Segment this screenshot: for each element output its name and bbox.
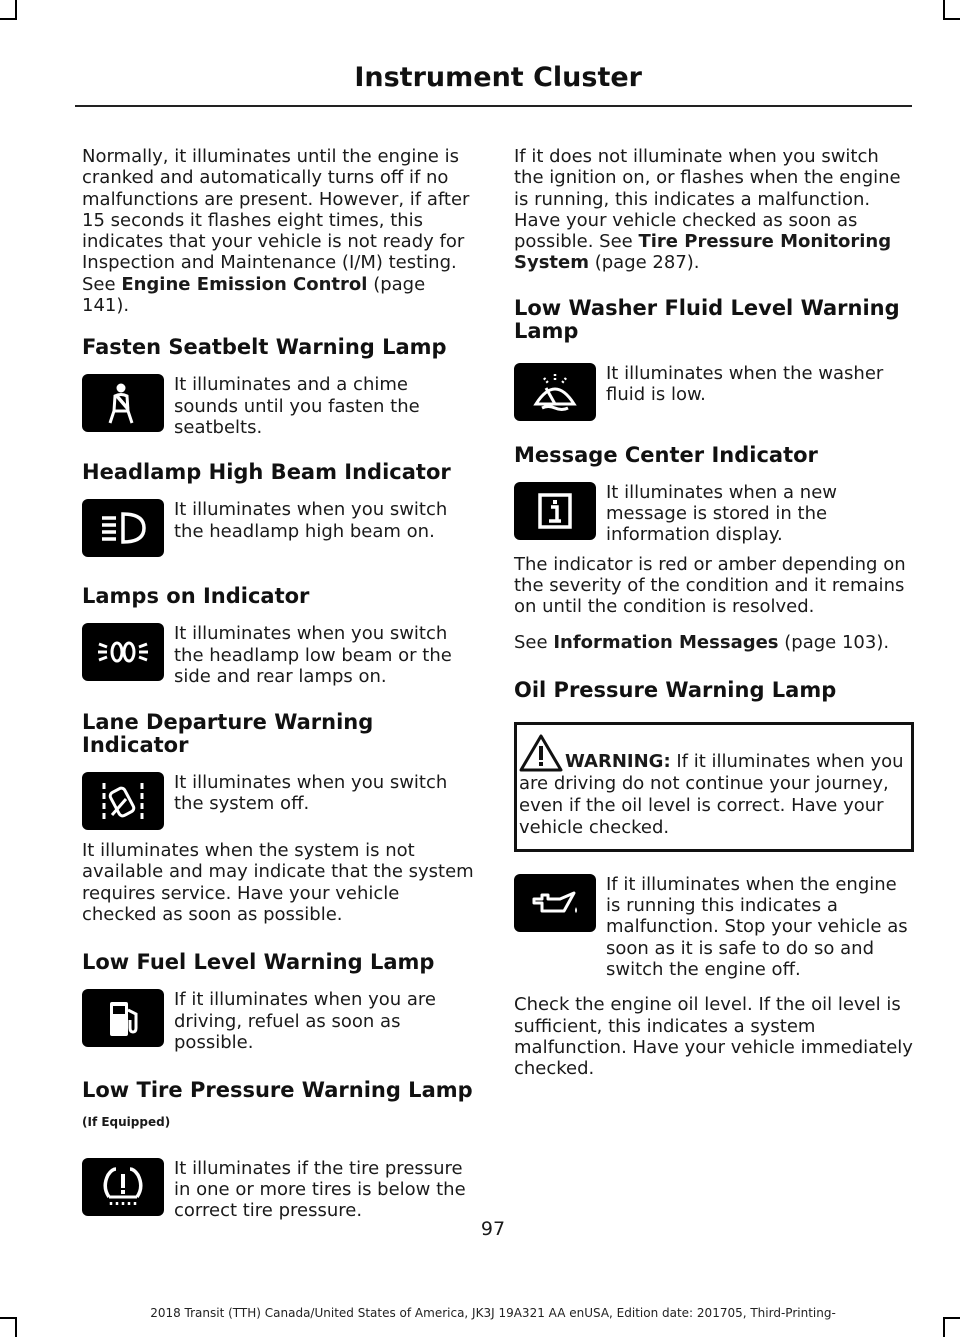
- tire-pressure-icon: [82, 1158, 164, 1216]
- warning-label: WARNING:: [565, 750, 671, 772]
- information-icon: [514, 482, 596, 540]
- crop-mark: [15, 0, 17, 20]
- seatbelt-icon: [82, 374, 164, 432]
- section-heading: Fasten Seatbelt Warning Lamp: [82, 335, 447, 360]
- intro-paragraph: Normally, it illuminates until the engine is cranked and automatically turns off if no malfunctions are present. However, if after 15 seconds it flashes eight times, this indicates that your vehicle is not ready for Inspection and Maintenance (I/M) testing. See Engine Emission Control (page 141).: [82, 146, 470, 317]
- crop-mark: [0, 18, 17, 20]
- high-beam-icon: [82, 499, 164, 557]
- if-equipped-note: (If Equipped): [82, 1115, 171, 1130]
- section-heading: Low Washer Fluid Level Warning Lamp: [514, 295, 900, 343]
- footer-text: 2018 Transit (TTH) Canada/United States of America, JK3J 19A321 AA enUSA, Edition date: 201705, Third-Printing-: [150, 1306, 836, 1320]
- section-heading: Low Fuel Level Warning Lamp: [82, 950, 435, 975]
- page-number: 97: [480, 1218, 506, 1240]
- washer-fluid-icon: [514, 363, 596, 421]
- left-column: Normally, it illuminates until the engine is cranked and automatically turns off if no malfunctions are present. However, if after 15 seconds it flashes eight times, this indicates that your vehicle is not ready for Inspection and Maintenance (I/M) testing. See Engine Emission Control (page 141). Fasten Seatbelt Warning Lamp It illuminates and a chime sounds until you fasten the seatbelts. Headlamp High Beam Indicator It illuminates when you switch the headlamp high beam on. Lamps on Indicator It illuminates when you switch the headlamp low beam or the side and rear lamps on. Lane Departure Warning Indicator It illuminates when you switch the system off. It illuminates when the system is not available and may indicate that the system requires service. Have your vehicle checked as soon as possible. Low Fuel Level Warning Lamp If it illuminates when you are driving, refuel as soon as possible. Low Tire Pressure Warning Lamp (If Equipped) It illuminates if the tire pressure in one or more tires is below the correct tire pressure.: [82, 146, 477, 1221]
- header-divider: [75, 105, 912, 107]
- right-column: If it does not illuminate when you switch the ignition on, or flashes when the engine is running, this indicates a malfunction. Have your vehicle checked as soon as possible. See Tire Pressure Monitoring System (page 287). Low Washer Fluid Level Warning Lamp It illuminates when the washer fluid is low. Message Center Indicator It illuminates when a new message is stored in the information display. The indicator is red or amber depending on the severity of the condition and it remains on until the condition is resolved. See Information Messages (page 103). Oil Pressure Warning Lamp WARNING: If it illuminates when you are driving do not continue your journey, even if the oil level is correct. Have your vehicle checked. If it illuminates when the engine is running this indicates a malfunction. Stop your vehicle as soon as it is safe to do so and switch the engine off. Check the engine oil level. If the oil level is sufficient, this indicates a system malfunction. Have your vehicle immediately checked.: [514, 146, 913, 1080]
- cross-reference-link[interactable]: Tire Pressure Monitoring System: [514, 231, 892, 274]
- section-heading: Lamps on Indicator: [82, 584, 310, 609]
- section-heading: Message Center Indicator: [514, 442, 818, 467]
- oil-can-icon: [514, 874, 596, 932]
- warning-triangle-icon: [519, 733, 563, 773]
- page-title: Instrument Cluster: [354, 62, 642, 93]
- fuel-pump-icon: [82, 989, 164, 1047]
- intro-paragraph: If it does not illuminate when you switch the ignition on, or flashes when the engine is running, this indicates a malfunction. Have your vehicle checked as soon as possible. See Tire Pressure Monitoring System (page 287).: [514, 146, 901, 274]
- section-heading: Low Tire Pressure Warning Lamp: [82, 1078, 473, 1103]
- crop-mark: [15, 1317, 17, 1337]
- lamps-on-icon: [82, 623, 164, 681]
- lane-departure-icon: [82, 772, 164, 830]
- crop-mark: [943, 0, 945, 20]
- section-heading: Lane Departure Warning Indicator: [82, 710, 374, 758]
- section-heading: Headlamp High Beam Indicator: [82, 460, 451, 485]
- section-heading: Oil Pressure Warning Lamp: [514, 677, 837, 702]
- crop-mark: [943, 1317, 945, 1337]
- cross-reference-link[interactable]: Engine Emission Control: [121, 273, 368, 295]
- crop-mark: [943, 18, 960, 20]
- cross-reference-link[interactable]: Information Messages: [553, 631, 779, 653]
- warning-box: WARNING: If it illuminates when you are driving do not continue your journey, even if the oil level is correct. Have your vehicle checked.: [514, 722, 914, 852]
